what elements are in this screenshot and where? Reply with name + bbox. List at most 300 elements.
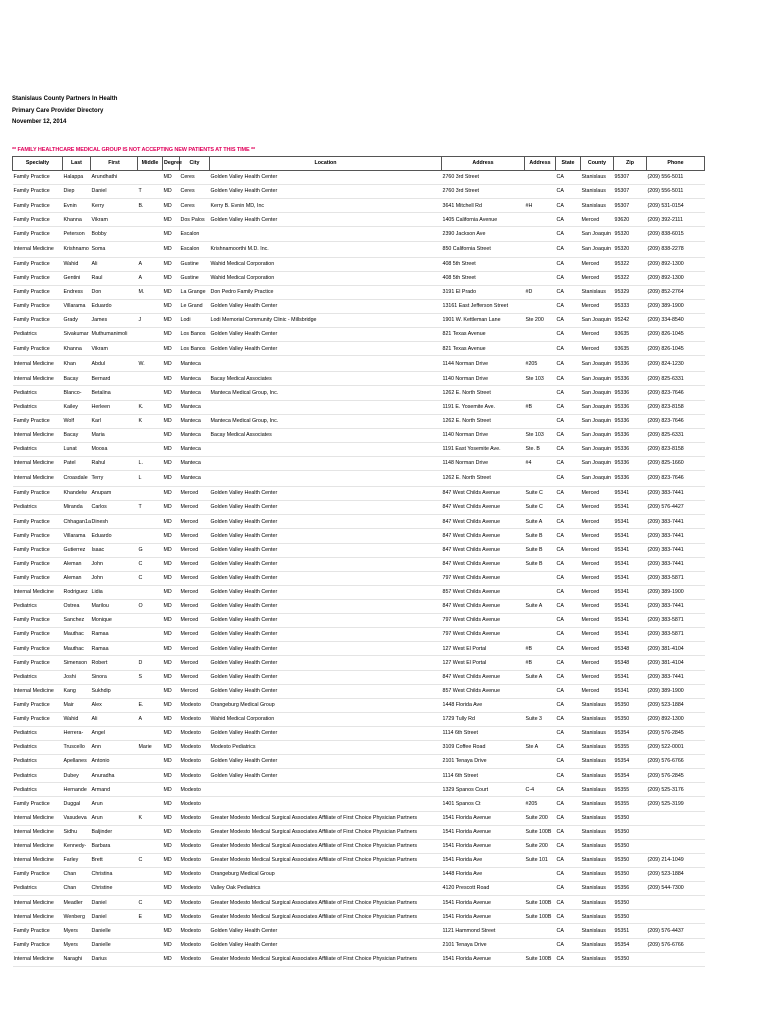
column-header-specialty: Specialty bbox=[13, 157, 63, 171]
cell-city: Merced bbox=[180, 571, 210, 585]
cell-zip: 95336 bbox=[614, 372, 647, 386]
cell-zip: 95341 bbox=[614, 543, 647, 557]
table-row bbox=[13, 839, 705, 853]
cell-specialty: Pediatrics bbox=[13, 328, 63, 342]
cell-degree: MD bbox=[163, 910, 180, 924]
cell-zip: 95354 bbox=[614, 938, 647, 952]
cell-first: Anupam bbox=[91, 487, 138, 501]
cell-address: 1262 E. North Street bbox=[442, 414, 525, 428]
cell-zip: 95341 bbox=[614, 515, 647, 529]
cell-first: Kerry bbox=[91, 199, 138, 213]
cell-degree: MD bbox=[163, 670, 180, 684]
cell-address: 2101 Tenaya Drive bbox=[442, 938, 525, 952]
cell-location: Greater Modesto Medical Surgical Associates Affiliate of First Choice Physician Partners bbox=[210, 910, 442, 924]
cell-specialty: Pediatrics bbox=[13, 726, 63, 740]
cell-middle: O bbox=[138, 599, 163, 613]
cell-middle: B. bbox=[138, 199, 163, 213]
cell-phone: (209) 838-6015 bbox=[647, 227, 705, 241]
table-row bbox=[13, 342, 705, 356]
cell-state: CA bbox=[556, 698, 581, 712]
cell-first: Eduardo bbox=[91, 529, 138, 543]
cell-phone: (209) 825-6331 bbox=[647, 428, 705, 442]
cell-degree: MD bbox=[163, 529, 180, 543]
cell-specialty: Internal Medicine bbox=[13, 456, 63, 470]
cell-state: CA bbox=[556, 227, 581, 241]
cell-specialty: Family Practice bbox=[13, 299, 63, 313]
cell-address: 1191 East Yosemite Ave. bbox=[442, 442, 525, 456]
cell-state: CA bbox=[556, 670, 581, 684]
cell-first: Sukhdip bbox=[91, 684, 138, 698]
cell-first: Don bbox=[91, 285, 138, 299]
cell-first: Daniel bbox=[91, 185, 138, 199]
cell-county: Stanislaus bbox=[581, 755, 614, 769]
cell-phone bbox=[647, 811, 705, 825]
cell-county: San Joaquin bbox=[581, 241, 614, 257]
cell-address2: Suite A bbox=[525, 670, 556, 684]
cell-location bbox=[210, 227, 442, 241]
cell-county: Merced bbox=[581, 529, 614, 543]
cell-location: Golden Valley Health Center bbox=[210, 938, 442, 952]
cell-degree: MD bbox=[163, 386, 180, 400]
cell-phone: (209) 823-7646 bbox=[647, 471, 705, 487]
cell-specialty: Internal Medicine bbox=[13, 356, 63, 372]
cell-specialty: Family Practice bbox=[13, 487, 63, 501]
cell-first: Betalina bbox=[91, 386, 138, 400]
cell-zip: 95341 bbox=[614, 501, 647, 515]
cell-last: Sidhu bbox=[63, 825, 91, 839]
cell-zip: 95350 bbox=[614, 811, 647, 825]
cell-first: Maria bbox=[91, 428, 138, 442]
cell-state: CA bbox=[556, 924, 581, 938]
cell-degree: MD bbox=[163, 257, 180, 271]
cell-degree: MD bbox=[163, 557, 180, 571]
cell-first: Isaac bbox=[91, 543, 138, 557]
table-row bbox=[13, 501, 705, 515]
cell-zip: 95336 bbox=[614, 456, 647, 470]
cell-address: 821 Texas Avenue bbox=[442, 328, 525, 342]
cell-first: Ali bbox=[91, 712, 138, 726]
cell-first: Barbara bbox=[91, 839, 138, 853]
cell-address: 797 West Childs Avenue bbox=[442, 571, 525, 585]
cell-last: Mair bbox=[63, 698, 91, 712]
cell-zip: 95350 bbox=[614, 712, 647, 726]
cell-specialty: Pediatrics bbox=[13, 741, 63, 755]
cell-address2 bbox=[525, 769, 556, 783]
cell-zip: 95351 bbox=[614, 924, 647, 938]
cell-address2 bbox=[525, 726, 556, 740]
cell-address: 1541 Florida Avenue bbox=[442, 896, 525, 910]
cell-address: 1401 Spanos Ct bbox=[442, 797, 525, 811]
cell-middle: C bbox=[138, 557, 163, 571]
cell-degree: MD bbox=[163, 515, 180, 529]
cell-state: CA bbox=[556, 853, 581, 867]
cell-county: San Joaquin bbox=[581, 356, 614, 372]
cell-last: Meadler bbox=[63, 896, 91, 910]
cell-address2 bbox=[525, 386, 556, 400]
cell-degree: MD bbox=[163, 896, 180, 910]
cell-address: 13161 East Jefferson Street bbox=[442, 299, 525, 313]
cell-address2: #B bbox=[525, 400, 556, 414]
column-header-address2: Address bbox=[525, 157, 556, 171]
cell-first: Ann bbox=[91, 741, 138, 755]
cell-city: Modesto bbox=[180, 783, 210, 797]
cell-last: Khan bbox=[63, 356, 91, 372]
cell-address: 797 West Childs Avenue bbox=[442, 614, 525, 628]
cell-degree: MD bbox=[163, 356, 180, 372]
table-row bbox=[13, 670, 705, 684]
cell-address: 1140 Norman Drive bbox=[442, 428, 525, 442]
cell-state: CA bbox=[556, 456, 581, 470]
cell-middle bbox=[138, 614, 163, 628]
cell-degree: MD bbox=[163, 726, 180, 740]
cell-county: Stanislaus bbox=[581, 924, 614, 938]
cell-address2 bbox=[525, 698, 556, 712]
cell-address2 bbox=[525, 755, 556, 769]
cell-zip: 95341 bbox=[614, 571, 647, 585]
cell-address: 1541 Florida Avenue bbox=[442, 952, 525, 966]
cell-county: Merced bbox=[581, 684, 614, 698]
cell-state: CA bbox=[556, 952, 581, 966]
cell-state: CA bbox=[556, 442, 581, 456]
cell-specialty: Family Practice bbox=[13, 313, 63, 327]
cell-address2: #D bbox=[525, 285, 556, 299]
cell-zip: 95329 bbox=[614, 285, 647, 299]
cell-degree: MD bbox=[163, 299, 180, 313]
cell-phone: (209) 826-1045 bbox=[647, 328, 705, 342]
cell-address2: Suite A bbox=[525, 515, 556, 529]
cell-city: Manteca bbox=[180, 386, 210, 400]
cell-location: Golden Valley Health Center bbox=[210, 328, 442, 342]
table-row bbox=[13, 271, 705, 285]
column-header-degree: Degree bbox=[163, 157, 180, 171]
cell-first: Terry bbox=[91, 471, 138, 487]
table-row bbox=[13, 896, 705, 910]
cell-last: Villarama bbox=[63, 299, 91, 313]
cell-specialty: Pediatrics bbox=[13, 783, 63, 797]
cell-last: Khanna bbox=[63, 213, 91, 227]
cell-state: CA bbox=[556, 356, 581, 372]
cell-city: Modesto bbox=[180, 726, 210, 740]
cell-middle: W. bbox=[138, 356, 163, 372]
cell-location: Manteca Medical Group, Inc. bbox=[210, 386, 442, 400]
cell-city: Modesto bbox=[180, 755, 210, 769]
cell-phone bbox=[647, 825, 705, 839]
cell-zip: 95348 bbox=[614, 642, 647, 656]
cell-phone: (209) 556-5011 bbox=[647, 171, 705, 185]
column-header-phone: Phone bbox=[647, 157, 705, 171]
cell-middle: E bbox=[138, 910, 163, 924]
cell-middle: T bbox=[138, 185, 163, 199]
cell-address2: Ste 200 bbox=[525, 313, 556, 327]
cell-address: 1541 Florida Avenue bbox=[442, 910, 525, 924]
cell-phone: (209) 214-1049 bbox=[647, 853, 705, 867]
cell-city: Merced bbox=[180, 642, 210, 656]
cell-middle bbox=[138, 628, 163, 642]
cell-first: Bobby bbox=[91, 227, 138, 241]
cell-address2 bbox=[525, 213, 556, 227]
cell-specialty: Family Practice bbox=[13, 529, 63, 543]
cell-degree: MD bbox=[163, 839, 180, 853]
table-row bbox=[13, 924, 705, 938]
cell-last: Duggal bbox=[63, 797, 91, 811]
cell-city: Manteca bbox=[180, 471, 210, 487]
cell-last: Lunat bbox=[63, 442, 91, 456]
table-row bbox=[13, 614, 705, 628]
cell-location: Greater Modesto Medical Surgical Associates Affiliate of First Choice Physician Partners bbox=[210, 896, 442, 910]
cell-city: Le Grand bbox=[180, 299, 210, 313]
cell-location: Lodi Memorial Community Clinic - Millsbridge bbox=[210, 313, 442, 327]
cell-degree: MD bbox=[163, 471, 180, 487]
cell-middle bbox=[138, 428, 163, 442]
cell-phone: (209) 381-4104 bbox=[647, 642, 705, 656]
table-row bbox=[13, 328, 705, 342]
cell-first: Arundhathi bbox=[91, 171, 138, 185]
cell-address: 847 West Childs Avenue bbox=[442, 501, 525, 515]
cell-last: Farley bbox=[63, 853, 91, 867]
table-row bbox=[13, 185, 705, 199]
cell-first: Lidia bbox=[91, 585, 138, 599]
cell-last: Chhagan1a bbox=[63, 515, 91, 529]
cell-phone: (209) 383-5871 bbox=[647, 571, 705, 585]
cell-city: Merced bbox=[180, 529, 210, 543]
table-row bbox=[13, 372, 705, 386]
cell-degree: MD bbox=[163, 938, 180, 952]
cell-phone: (209) 825-6331 bbox=[647, 372, 705, 386]
cell-address: 2390 Jackson Ave bbox=[442, 227, 525, 241]
cell-degree: MD bbox=[163, 227, 180, 241]
cell-first: Christina bbox=[91, 868, 138, 882]
cell-location bbox=[210, 783, 442, 797]
cell-state: CA bbox=[556, 783, 581, 797]
cell-zip: 95350 bbox=[614, 853, 647, 867]
cell-zip: 95320 bbox=[614, 227, 647, 241]
cell-specialty: Family Practice bbox=[13, 628, 63, 642]
cell-address2: C-4 bbox=[525, 783, 556, 797]
cell-county: Merced bbox=[581, 642, 614, 656]
table-row bbox=[13, 726, 705, 740]
cell-address: 821 Texas Avenue bbox=[442, 342, 525, 356]
cell-location: Golden Valley Health Center bbox=[210, 213, 442, 227]
cell-county: Stanislaus bbox=[581, 896, 614, 910]
cell-last: Chan bbox=[63, 882, 91, 896]
cell-county: Merced bbox=[581, 599, 614, 613]
cell-address: 1448 Florida Ave bbox=[442, 698, 525, 712]
cell-last: Evnin bbox=[63, 199, 91, 213]
cell-county: Merced bbox=[581, 299, 614, 313]
cell-address: 857 West Childs Avenue bbox=[442, 585, 525, 599]
cell-phone: (209) 389-1900 bbox=[647, 585, 705, 599]
cell-address2 bbox=[525, 185, 556, 199]
cell-zip: 95350 bbox=[614, 825, 647, 839]
cell-first: Brett bbox=[91, 853, 138, 867]
cell-last: Sanchez bbox=[63, 614, 91, 628]
cell-degree: MD bbox=[163, 487, 180, 501]
cell-last: Truscello bbox=[63, 741, 91, 755]
cell-first: Anuradha bbox=[91, 769, 138, 783]
cell-phone: (209) 576-4437 bbox=[647, 924, 705, 938]
cell-specialty: Internal Medicine bbox=[13, 428, 63, 442]
cell-address: 127 West El Portal bbox=[442, 656, 525, 670]
cell-zip: 95354 bbox=[614, 726, 647, 740]
cell-last: Wolf bbox=[63, 414, 91, 428]
cell-state: CA bbox=[556, 257, 581, 271]
cell-address: 847 West Childs Avenue bbox=[442, 599, 525, 613]
cell-specialty: Pediatrics bbox=[13, 755, 63, 769]
cell-degree: MD bbox=[163, 797, 180, 811]
cell-degree: MD bbox=[163, 853, 180, 867]
cell-middle: K bbox=[138, 414, 163, 428]
cell-first: Bernard bbox=[91, 372, 138, 386]
cell-specialty: Family Practice bbox=[13, 171, 63, 185]
table-row bbox=[13, 199, 705, 213]
cell-address2 bbox=[525, 271, 556, 285]
cell-degree: MD bbox=[163, 811, 180, 825]
cell-county: San Joaquin bbox=[581, 313, 614, 327]
cell-address2 bbox=[525, 882, 556, 896]
cell-first: Herleen bbox=[91, 400, 138, 414]
cell-middle bbox=[138, 726, 163, 740]
cell-specialty: Family Practice bbox=[13, 257, 63, 271]
cell-county: San Joaquin bbox=[581, 456, 614, 470]
cell-middle: L. bbox=[138, 456, 163, 470]
cell-zip: 95354 bbox=[614, 769, 647, 783]
cell-location: Golden Valley Health Center bbox=[210, 585, 442, 599]
cell-phone: (209) 838-2278 bbox=[647, 241, 705, 257]
table-row bbox=[13, 285, 705, 299]
cell-state: CA bbox=[556, 487, 581, 501]
cell-location: Krishnamoorthi M.D. Inc. bbox=[210, 241, 442, 257]
cell-middle bbox=[138, 585, 163, 599]
cell-state: CA bbox=[556, 328, 581, 342]
cell-address2: Ste. B bbox=[525, 442, 556, 456]
cell-location: Bacay Medical Associates bbox=[210, 428, 442, 442]
cell-county: Merced bbox=[581, 257, 614, 271]
cell-last: Chan bbox=[63, 868, 91, 882]
cell-address2 bbox=[525, 241, 556, 257]
table-row bbox=[13, 557, 705, 571]
cell-zip: 93635 bbox=[614, 328, 647, 342]
cell-address: 847 West Childs Avenue bbox=[442, 515, 525, 529]
cell-address: 1405 California Avenue bbox=[442, 213, 525, 227]
cell-last: Apellanes bbox=[63, 755, 91, 769]
table-row bbox=[13, 712, 705, 726]
cell-phone: (209) 576-6766 bbox=[647, 755, 705, 769]
cell-middle bbox=[138, 938, 163, 952]
column-header-zip: Zip bbox=[614, 157, 647, 171]
cell-first: John bbox=[91, 571, 138, 585]
cell-first: James bbox=[91, 313, 138, 327]
cell-middle: L bbox=[138, 471, 163, 487]
cell-zip: 95336 bbox=[614, 414, 647, 428]
cell-county: Stanislaus bbox=[581, 952, 614, 966]
cell-city: Los Banos bbox=[180, 342, 210, 356]
document-header bbox=[12, 94, 412, 129]
cell-location: Golden Valley Health Center bbox=[210, 171, 442, 185]
cell-zip: 95336 bbox=[614, 471, 647, 487]
cell-zip: 95355 bbox=[614, 783, 647, 797]
column-header-city: City bbox=[180, 157, 210, 171]
cell-last: Bacay bbox=[63, 428, 91, 442]
cell-first: Armand bbox=[91, 783, 138, 797]
cell-state: CA bbox=[556, 614, 581, 628]
cell-address2: Ste A bbox=[525, 741, 556, 755]
cell-county: Stanislaus bbox=[581, 882, 614, 896]
cell-state: CA bbox=[556, 825, 581, 839]
cell-zip: 95350 bbox=[614, 698, 647, 712]
cell-middle bbox=[138, 386, 163, 400]
cell-degree: MD bbox=[163, 171, 180, 185]
cell-state: CA bbox=[556, 839, 581, 853]
table-body bbox=[13, 171, 705, 967]
cell-state: CA bbox=[556, 755, 581, 769]
cell-state: CA bbox=[556, 712, 581, 726]
cell-address2: #205 bbox=[525, 356, 556, 372]
cell-middle: M. bbox=[138, 285, 163, 299]
cell-phone: (209) 576-6766 bbox=[647, 938, 705, 952]
provider-directory-table bbox=[12, 156, 705, 967]
cell-middle bbox=[138, 171, 163, 185]
cell-location: Orangeburg Medical Group bbox=[210, 698, 442, 712]
table-row bbox=[13, 241, 705, 257]
table-row bbox=[13, 299, 705, 313]
cell-middle bbox=[138, 924, 163, 938]
cell-specialty: Family Practice bbox=[13, 199, 63, 213]
cell-zip: 95341 bbox=[614, 557, 647, 571]
cell-zip: 93635 bbox=[614, 342, 647, 356]
cell-address2: Suite 3 bbox=[525, 712, 556, 726]
cell-zip: 93620 bbox=[614, 213, 647, 227]
cell-phone: (209) 383-7441 bbox=[647, 670, 705, 684]
cell-location: Golden Valley Health Center bbox=[210, 529, 442, 543]
cell-location: Greater Modesto Medical Surgical Associates Affiliate of First Choice Physician Partners bbox=[210, 811, 442, 825]
cell-address2: #4 bbox=[525, 456, 556, 470]
cell-last: Wahid bbox=[63, 257, 91, 271]
cell-zip: 95348 bbox=[614, 656, 647, 670]
cell-county: Merced bbox=[581, 557, 614, 571]
cell-county: Merced bbox=[581, 515, 614, 529]
cell-zip: 95307 bbox=[614, 199, 647, 213]
cell-degree: MD bbox=[163, 599, 180, 613]
cell-phone: (209) 525-3199 bbox=[647, 797, 705, 811]
cell-first: Rahul bbox=[91, 456, 138, 470]
cell-city: Merced bbox=[180, 670, 210, 684]
cell-zip: 95341 bbox=[614, 670, 647, 684]
cell-location: Golden Valley Health Center bbox=[210, 628, 442, 642]
cell-zip: 95320 bbox=[614, 241, 647, 257]
table-row bbox=[13, 213, 705, 227]
cell-last: Gentini bbox=[63, 271, 91, 285]
cell-last: Kang bbox=[63, 684, 91, 698]
cell-degree: MD bbox=[163, 585, 180, 599]
cell-address: 1140 Norman Drive bbox=[442, 372, 525, 386]
cell-specialty: Family Practice bbox=[13, 414, 63, 428]
cell-location: Golden Valley Health Center bbox=[210, 769, 442, 783]
cell-specialty: Internal Medicine bbox=[13, 853, 63, 867]
cell-address: 2760 3rd Street bbox=[442, 185, 525, 199]
cell-city: Manteca bbox=[180, 442, 210, 456]
cell-address2: #H bbox=[525, 199, 556, 213]
cell-specialty: Internal Medicine bbox=[13, 896, 63, 910]
cell-location: Kerry B. Evnin MD, Inc bbox=[210, 199, 442, 213]
cell-county: Merced bbox=[581, 670, 614, 684]
cell-address2: Suite B bbox=[525, 543, 556, 557]
cell-address: 1541 Florida Avenue bbox=[442, 825, 525, 839]
cell-zip: 95336 bbox=[614, 442, 647, 456]
table-row bbox=[13, 571, 705, 585]
cell-phone: (209) 826-1045 bbox=[647, 342, 705, 356]
cell-state: CA bbox=[556, 896, 581, 910]
cell-address2 bbox=[525, 414, 556, 428]
